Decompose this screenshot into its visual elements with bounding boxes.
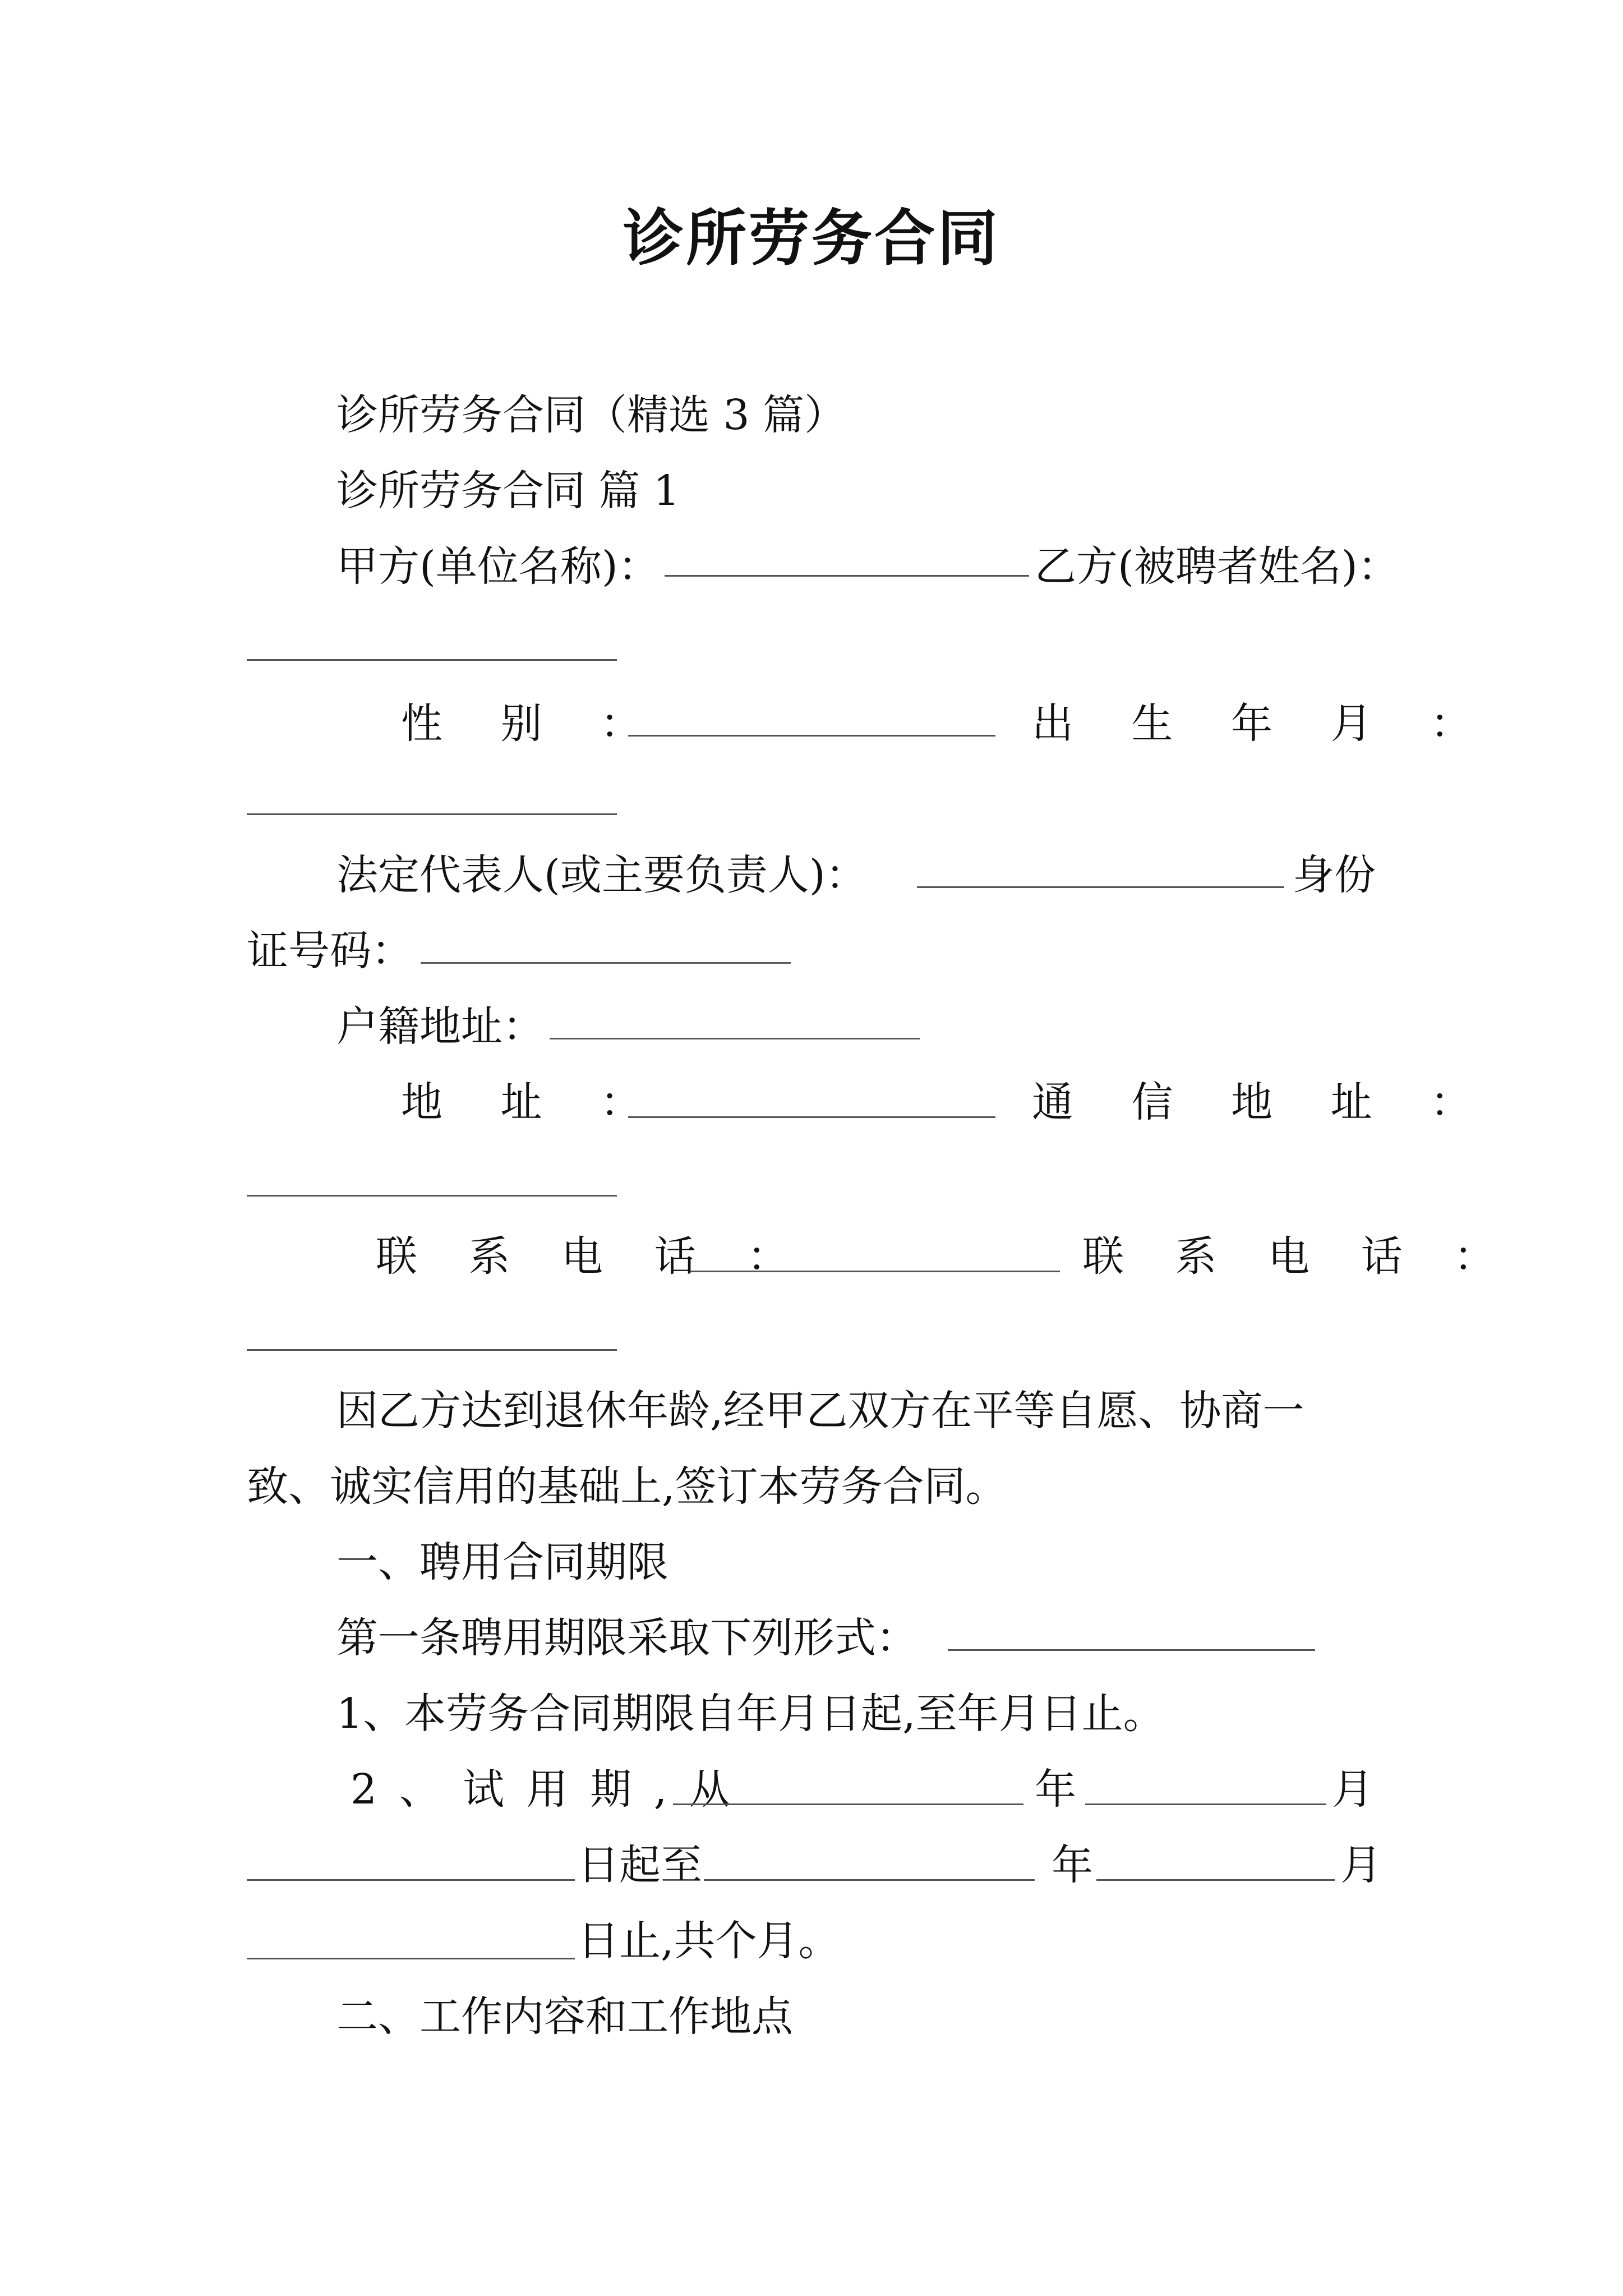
section-2-heading: 二、工作内容和工作地点 xyxy=(336,1993,793,2041)
section-1-heading: 一、聘用合同期限 xyxy=(336,1538,668,1586)
subtitle: 诊所劳务合同（精选 3 篇） xyxy=(336,391,846,439)
birth-label: 出 生 年 月 ： xyxy=(1032,700,1495,748)
mail-address-blank xyxy=(247,1195,617,1197)
household-blank xyxy=(550,1038,920,1039)
phone-a-label: 联 系 电 话 ： xyxy=(376,1232,808,1281)
document-title: 诊所劳务合同 xyxy=(623,203,1000,274)
id-card-label-b: 证号码： xyxy=(247,927,413,975)
phone-a-blank xyxy=(690,1271,1060,1272)
trial-year-2: 年 xyxy=(1052,1841,1093,1889)
trial-year-1: 年 xyxy=(1035,1765,1076,1814)
party-a-label: 甲方(单位名称)： xyxy=(336,542,660,591)
trial-year-blank-2 xyxy=(704,1879,1035,1881)
address-blank xyxy=(628,1116,995,1118)
intro-line-2: 致、诚实信用的基础上,签订本劳务合同。 xyxy=(247,1462,1007,1511)
article-1-blank xyxy=(948,1649,1315,1651)
party-b-blank xyxy=(247,659,617,661)
birth-blank xyxy=(247,813,617,815)
intro-line-1: 因乙方达到退休年龄,经甲乙双方在平等自愿、协商一 xyxy=(336,1387,1304,1435)
term-1: 1、本劳务合同期限自年月日起,至年月日止。 xyxy=(336,1690,1165,1738)
trial-prefix: 2 、 试 用 期 , 从 xyxy=(351,1765,735,1814)
id-card-label-a: 身份 xyxy=(1293,851,1376,899)
trial-year-blank-1 xyxy=(673,1803,1023,1805)
household-label: 户籍地址： xyxy=(336,1002,544,1051)
gender-label: 性 别 ： xyxy=(401,700,665,748)
legal-rep-blank xyxy=(917,886,1284,888)
mail-address-label: 通 信 地 址 ： xyxy=(1032,1078,1495,1126)
article-1: 第一条聘用期限采取下列形式： xyxy=(336,1614,917,1662)
legal-rep-label: 法定代表人(或主要负责人)： xyxy=(336,851,867,899)
trial-month-blank-2 xyxy=(1096,1879,1335,1881)
gender-blank xyxy=(628,735,995,737)
trial-from-to: 日起至 xyxy=(578,1841,702,1889)
trial-end: 日止,共个月。 xyxy=(578,1917,840,1965)
id-card-blank xyxy=(421,962,791,964)
party-a-blank xyxy=(665,575,1029,577)
party-b-label: 乙方(被聘者姓名)： xyxy=(1035,542,1399,591)
trial-day-blank-1 xyxy=(247,1879,575,1881)
trial-day-blank-2 xyxy=(247,1958,575,1959)
phone-b-label: 联 系 电 话 ： xyxy=(1082,1232,1515,1281)
trial-month-2: 月 xyxy=(1340,1841,1382,1889)
trial-month-1: 月 xyxy=(1332,1765,1373,1814)
section-heading: 诊所劳务合同 篇 1 xyxy=(336,467,680,515)
phone-b-blank xyxy=(247,1349,617,1351)
trial-month-blank-1 xyxy=(1085,1803,1326,1805)
address-label: 地 址 ： xyxy=(401,1078,665,1126)
